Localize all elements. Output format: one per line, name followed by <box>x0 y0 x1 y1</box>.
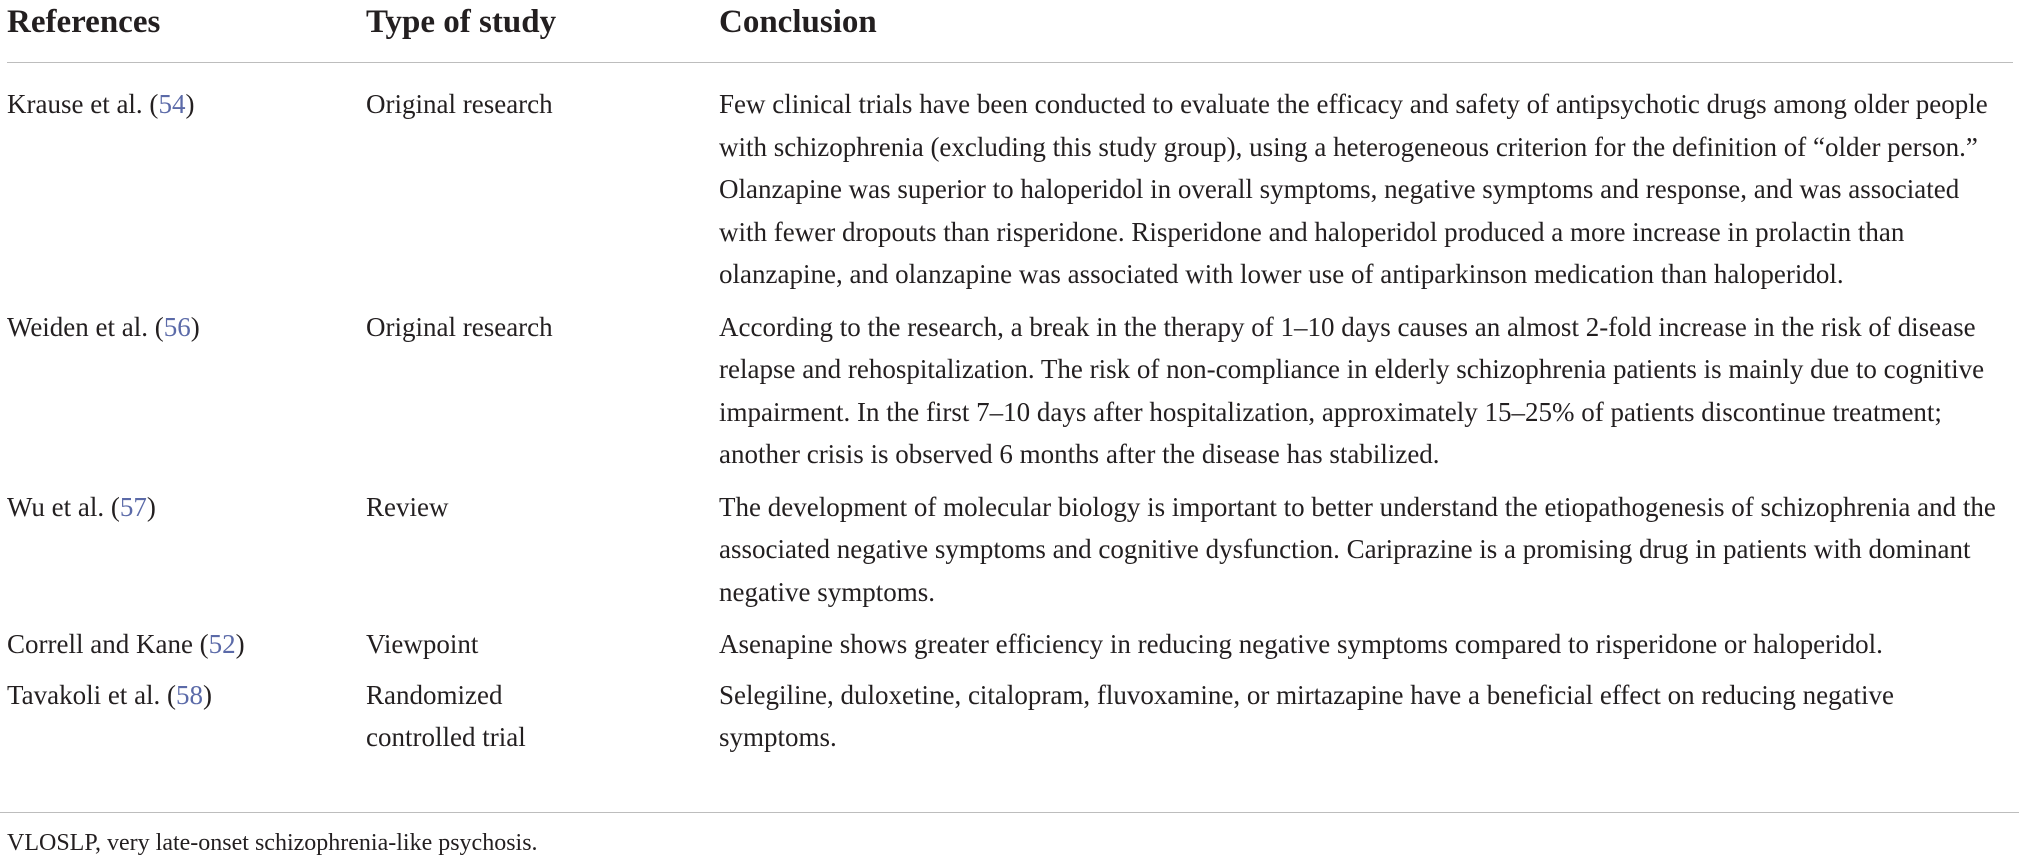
studies-table-container <box>7 0 2013 759</box>
table-row <box>7 666 2013 759</box>
conclusion-cell: Selegiline, duloxetine, citalopram, fluvoxamine, or mirtazapine have a beneficial effect on reducing negative symptoms. <box>719 679 1895 752</box>
reference-author: Weiden et al. ( <box>7 311 164 342</box>
table-header-row <box>7 0 2013 63</box>
type-cell: Review <box>366 491 449 522</box>
type-cell: Randomized controlled trial <box>366 679 526 752</box>
reference-author: Tavakoli et al. ( <box>7 679 177 710</box>
table-footnote: VLOSLP, very late-onset schizophrenia-like psychosis. <box>7 830 538 856</box>
reference-close: ) <box>203 679 213 710</box>
reference-link[interactable]: 54 <box>158 89 186 119</box>
type-cell: Viewpoint <box>366 629 479 659</box>
reference-link[interactable]: 58 <box>176 679 204 710</box>
reference-cell <box>7 666 366 759</box>
conclusion-cell: The development of molecular biology is important to better understand the etiopathogenesis of schizophrenia and the associated negative symptoms and cognitive dysfunction. Cariprazine is a promising drug in patients with dominant negative symptoms. <box>719 491 1996 607</box>
reference-cell <box>7 476 366 614</box>
reference-link[interactable]: 57 <box>119 491 147 522</box>
conclusion-cell: Asenapine shows greater efficiency in reducing negative symptoms compared to risperidone or haloperidol. <box>719 629 1883 659</box>
type-cell: Original research <box>366 89 553 119</box>
table-row <box>7 613 2013 666</box>
conclusion-cell: Few clinical trials have been conducted to evaluate the efficacy and safety of antipsychotic drugs among older people with schizophrenia (excluding this study group), using a heterogeneous criterion for the definition of “older person.” Olanzapine was superior to haloperidol in overall symptoms, negative symptoms and response, and was associated with fewer dropouts than risperidone. Risperidone and haloperidol produced a more increase in prolactin than olanzapine, and olanzapine was associated with lower use of antiparkinson medication than haloperidol. <box>719 89 1988 289</box>
table-bottom-rule <box>0 812 2019 813</box>
reference-close: ) <box>235 629 245 659</box>
reference-author: Wu et al. ( <box>7 491 120 522</box>
table-row <box>7 476 2013 614</box>
header-type-of-study: Type of study <box>366 0 719 63</box>
reference-link[interactable]: 56 <box>163 311 191 342</box>
reference-author: Correll and Kane ( <box>7 629 209 659</box>
header-conclusion: Conclusion <box>719 0 2013 63</box>
reference-cell <box>7 296 366 476</box>
conclusion-cell: According to the research, a break in the therapy of 1–10 days causes an almost 2-fold increase in the risk of disease relapse and rehospitalization. The risk of non-compliance in elderly schizophrenia patients is mainly due to cognitive impairment. In the first 7–10 days after hospitalization, approximately 15–25% of patients discontinue treatment; another crisis is observed 6 months after the disease has stabilized. <box>719 311 1985 469</box>
table-row <box>7 63 2013 296</box>
reference-link[interactable]: 52 <box>208 629 236 659</box>
header-references: References <box>7 0 366 63</box>
reference-cell <box>7 613 366 666</box>
table-row <box>7 296 2013 476</box>
reference-close: ) <box>146 491 156 522</box>
reference-cell <box>7 63 366 296</box>
studies-table <box>7 0 2013 759</box>
reference-close: ) <box>185 89 195 119</box>
reference-close: ) <box>190 311 200 342</box>
reference-author: Krause et al. ( <box>7 89 159 119</box>
type-cell: Original research <box>366 311 553 342</box>
